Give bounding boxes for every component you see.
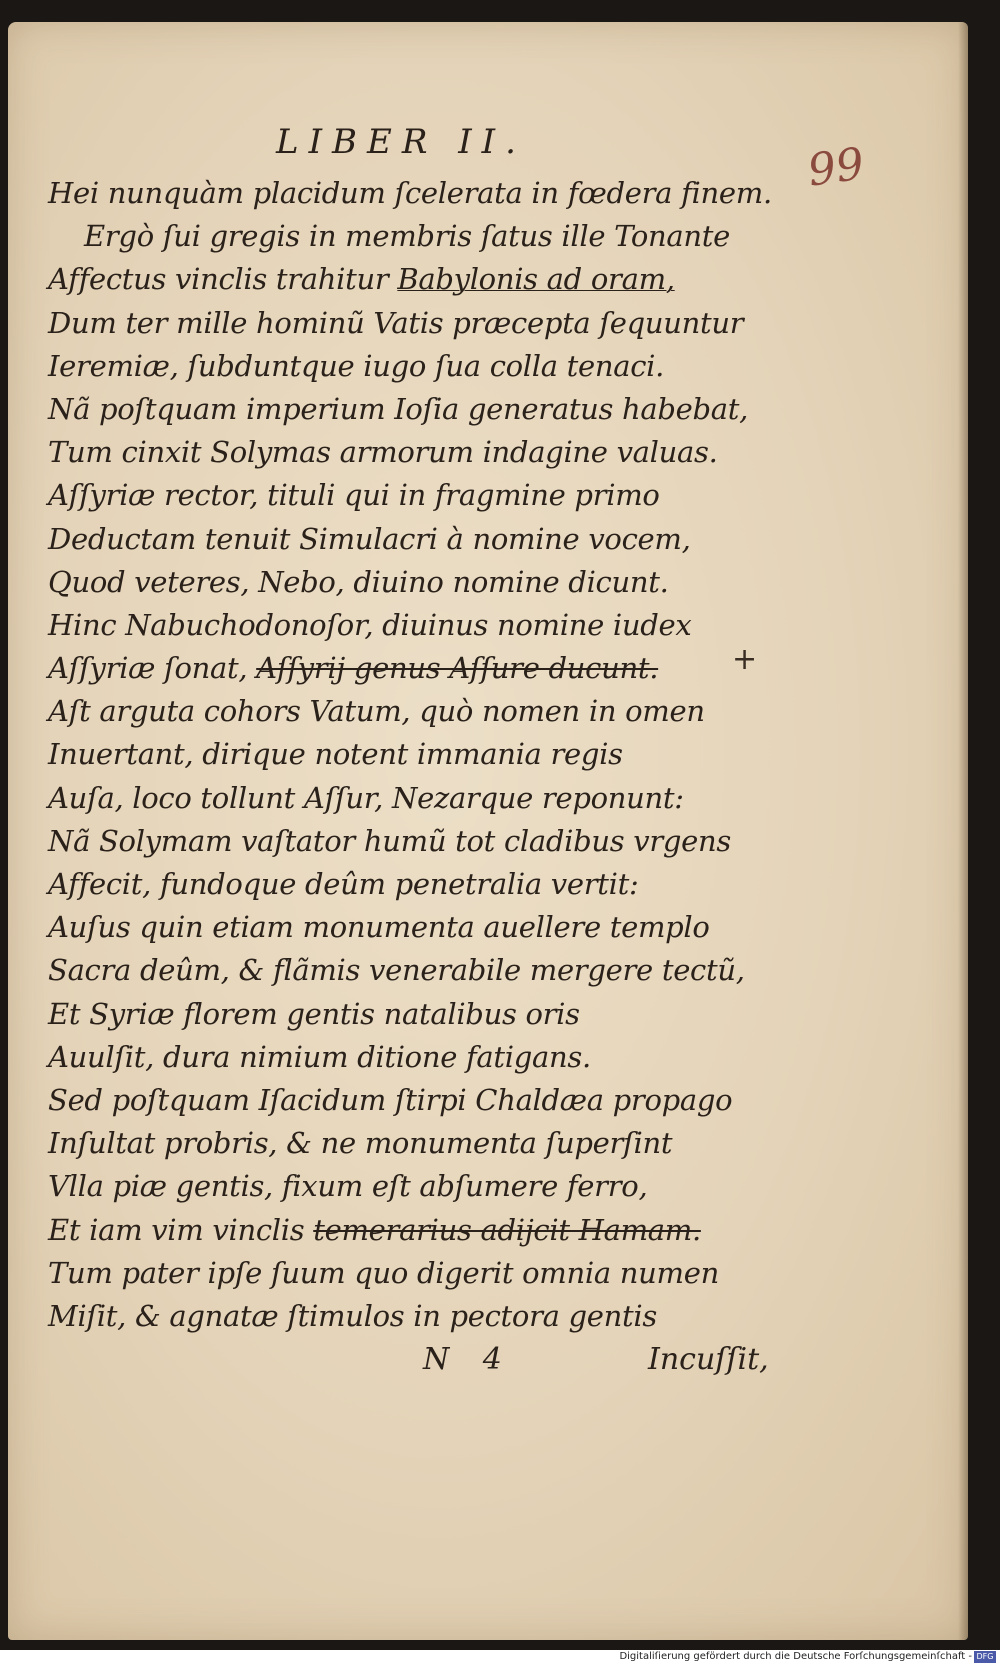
- verse-line: Inuertant, dirique notent immania regis: [48, 737, 623, 772]
- verse-line: [48, 258, 788, 301]
- verse-line: Vlla piæ gentis, fixum eſt abſumere ferro,: [48, 1169, 648, 1204]
- struck-text: temerarius adijcit Hamam.: [313, 1212, 701, 1247]
- verse-line: Quod veteres, Nebo, diuino nomine dicunt.: [48, 564, 669, 599]
- verse-line: Sed poſtquam Iſacidum ſtirpi Chaldæa propago: [48, 1082, 733, 1117]
- verse-line: [48, 1209, 788, 1252]
- dfg-logo: DFG: [974, 1651, 996, 1663]
- verse-line: Auulſit, dura nimium ditione fatigans.: [48, 1039, 591, 1074]
- folio-number: 99: [804, 138, 868, 197]
- verse-line: Tum pater ipſe ſuum quo digerit omnia numen: [48, 1255, 719, 1290]
- underlined-text: Babylonis ad oram,: [397, 262, 675, 297]
- verse-line: Aſſyriæ rector, tituli qui in fragmine primo: [48, 478, 660, 513]
- page-footer: [8, 1342, 968, 1392]
- verse-line: Auſus quin etiam monumenta auellere templo: [48, 910, 710, 945]
- verse-line: Hei nunquàm placidum ſcelerata in fœdera finem.: [48, 176, 772, 210]
- verse-text: Et iam vim vinclis: [48, 1212, 314, 1247]
- verse-text: Aſſyriæ ſonat,: [48, 651, 257, 686]
- verse-line: Ergò ſui gregis in membris ſatus ille Tonante: [84, 219, 731, 254]
- verse-line: [48, 647, 788, 690]
- verse-line: Auſa, loco tollunt Aſſur, Nezarque reponunt:: [48, 780, 684, 815]
- verse-block: [48, 172, 788, 1338]
- verse-line: Tum cinxit Solymas armorum indagine valuas.: [48, 435, 718, 470]
- margin-note: +: [732, 642, 758, 677]
- verse-line: Nã poſtquam imperium Ioſia generatus habebat,: [48, 391, 749, 426]
- catchword: Incuſſit,: [648, 1342, 769, 1377]
- verse-text: Affectus vinclis trahitur: [48, 262, 398, 297]
- book-page: [8, 22, 968, 1640]
- verse-line: Nã Solymam vaſtator humũ tot cladibus vrgens: [48, 823, 731, 858]
- verse-line: Inſultat probris, & ne monumenta ſuperſint: [48, 1126, 673, 1161]
- verse-line: Deductam tenuit Simulacri à nomine vocem,: [48, 521, 691, 556]
- verse-line: Ieremiæ, ſubduntque iugo ſua colla tenaci.: [48, 348, 665, 383]
- verse-line: Sacra deûm, & flãmis venerabile mergere tectũ,: [48, 953, 745, 988]
- verse-line: Dum ter mille hominũ Vatis præcepta ſequuntur: [48, 305, 744, 340]
- verse-line: Hinc Nabuchodonoſor, diuinus nomine iudex: [48, 607, 692, 642]
- running-title: LIBER II.: [276, 122, 526, 162]
- watermark-text: Digitaliſierung gefördert durch die Deutsche Forſchungsgemeinſchaft -: [619, 1651, 972, 1662]
- verse-line: Affecit, fundoque deûm penetralia vertit:: [48, 867, 639, 901]
- signature-mark: N 4: [423, 1342, 514, 1377]
- verse-line: Aſt arguta cohors Vatum, quò nomen in omen: [48, 694, 705, 729]
- verse-line: Et Syriæ florem gentis natalibus oris: [48, 996, 580, 1031]
- verse-line: Miſit, & agnatæ ſtimulos in pectora gentis: [48, 1298, 657, 1333]
- struck-text: Aſſyrij genus Aſſure ducunt.: [256, 651, 659, 686]
